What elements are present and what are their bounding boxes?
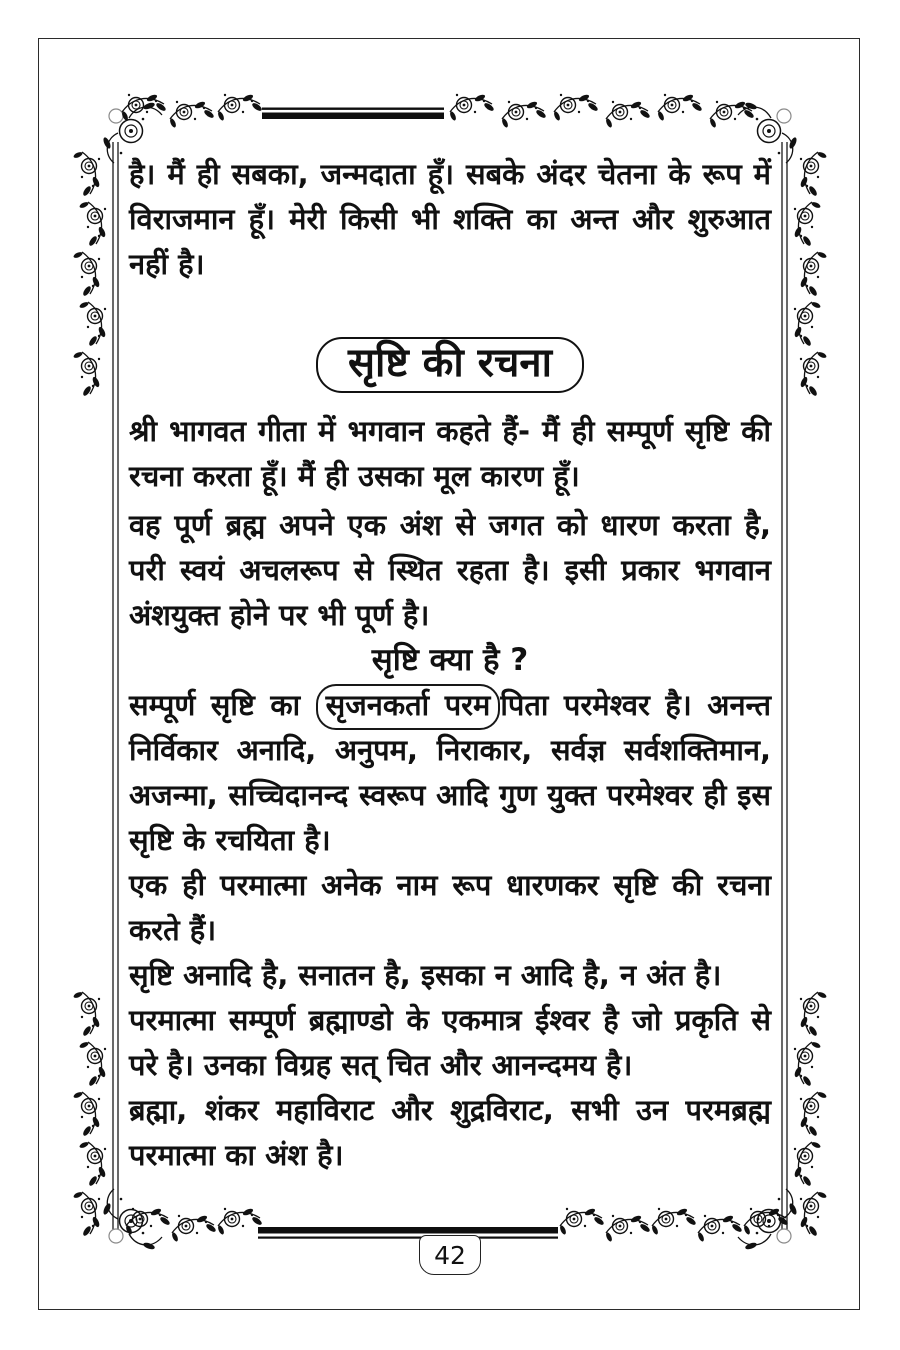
page-number: 42 [434,1240,466,1270]
page-number-badge [419,1235,481,1275]
top-band-bar [262,108,444,120]
sub-heading: सृष्टि क्या है ? [371,642,529,678]
paragraph-1: है। मैं ही सबका, जन्मदाता हूँ। सबके अंदर चेतना के रूप में विराजमान हूँ। मेरी किसी भी शक्ति का अन्त और शुरुआत नहीं है। [129,157,771,281]
section-title: सृष्टि की रचना [316,337,584,393]
paragraph-8: ब्रह्मा, शंकर महाविराट और शुद्रविराट, सभी उन परमब्रह्म परमात्मा का अंश है। [129,1093,771,1172]
paragraph-4-pre: सम्पूर्ण सृष्टि का [129,688,316,722]
paragraph-4-post: पिता परमेश्वर है। अनन्त निर्विकार अनादि, अनुपम, निराकार, सर्वज्ञ सर्वशक्तिमान, अजन्मा, सच्चिदानन्द स्वरूप आदि गुण युक्त परमेश्वर ही इस सृष्टि के रचयिता है। [129,688,772,857]
highlight-box: सृजनकर्ता परम [316,684,501,730]
paragraph-7: परमात्मा सम्पूर्ण ब्रह्माण्डो के एकमात्र ईश्वर है जो प्रकृति से परे है। उनका विग्रह सत् चित और आनन्दमय है। [129,1003,771,1082]
page-text [129,152,771,1178]
paragraph-6: सृष्टि अनादि है, सनातन है, इसका न आदि है, न अंत है। [129,958,722,992]
paragraph-4 [129,683,771,863]
bottom-band-bar [258,1227,558,1239]
paragraph-3: वह पूर्ण ब्रह्म अपने एक अंश से जगत को धारण करता है, परी स्वयं अचलरूप से स्थित रहता है। इसी प्रकार भगवान अंशयुक्त होने पर भी पूर्ण है। [129,508,771,632]
section-title-row [129,337,771,393]
paragraph-2: श्री भागवत गीता में भगवान कहते हैं- मैं ही सम्पूर्ण सृष्टि की रचना करता हूँ। मैं ही उसका मूल कारण हूँ। [129,414,771,493]
paragraph-5: एक ही परमात्मा अनेक नाम रूप धारणकर सृष्टि की रचना करते हैं। [129,868,771,947]
